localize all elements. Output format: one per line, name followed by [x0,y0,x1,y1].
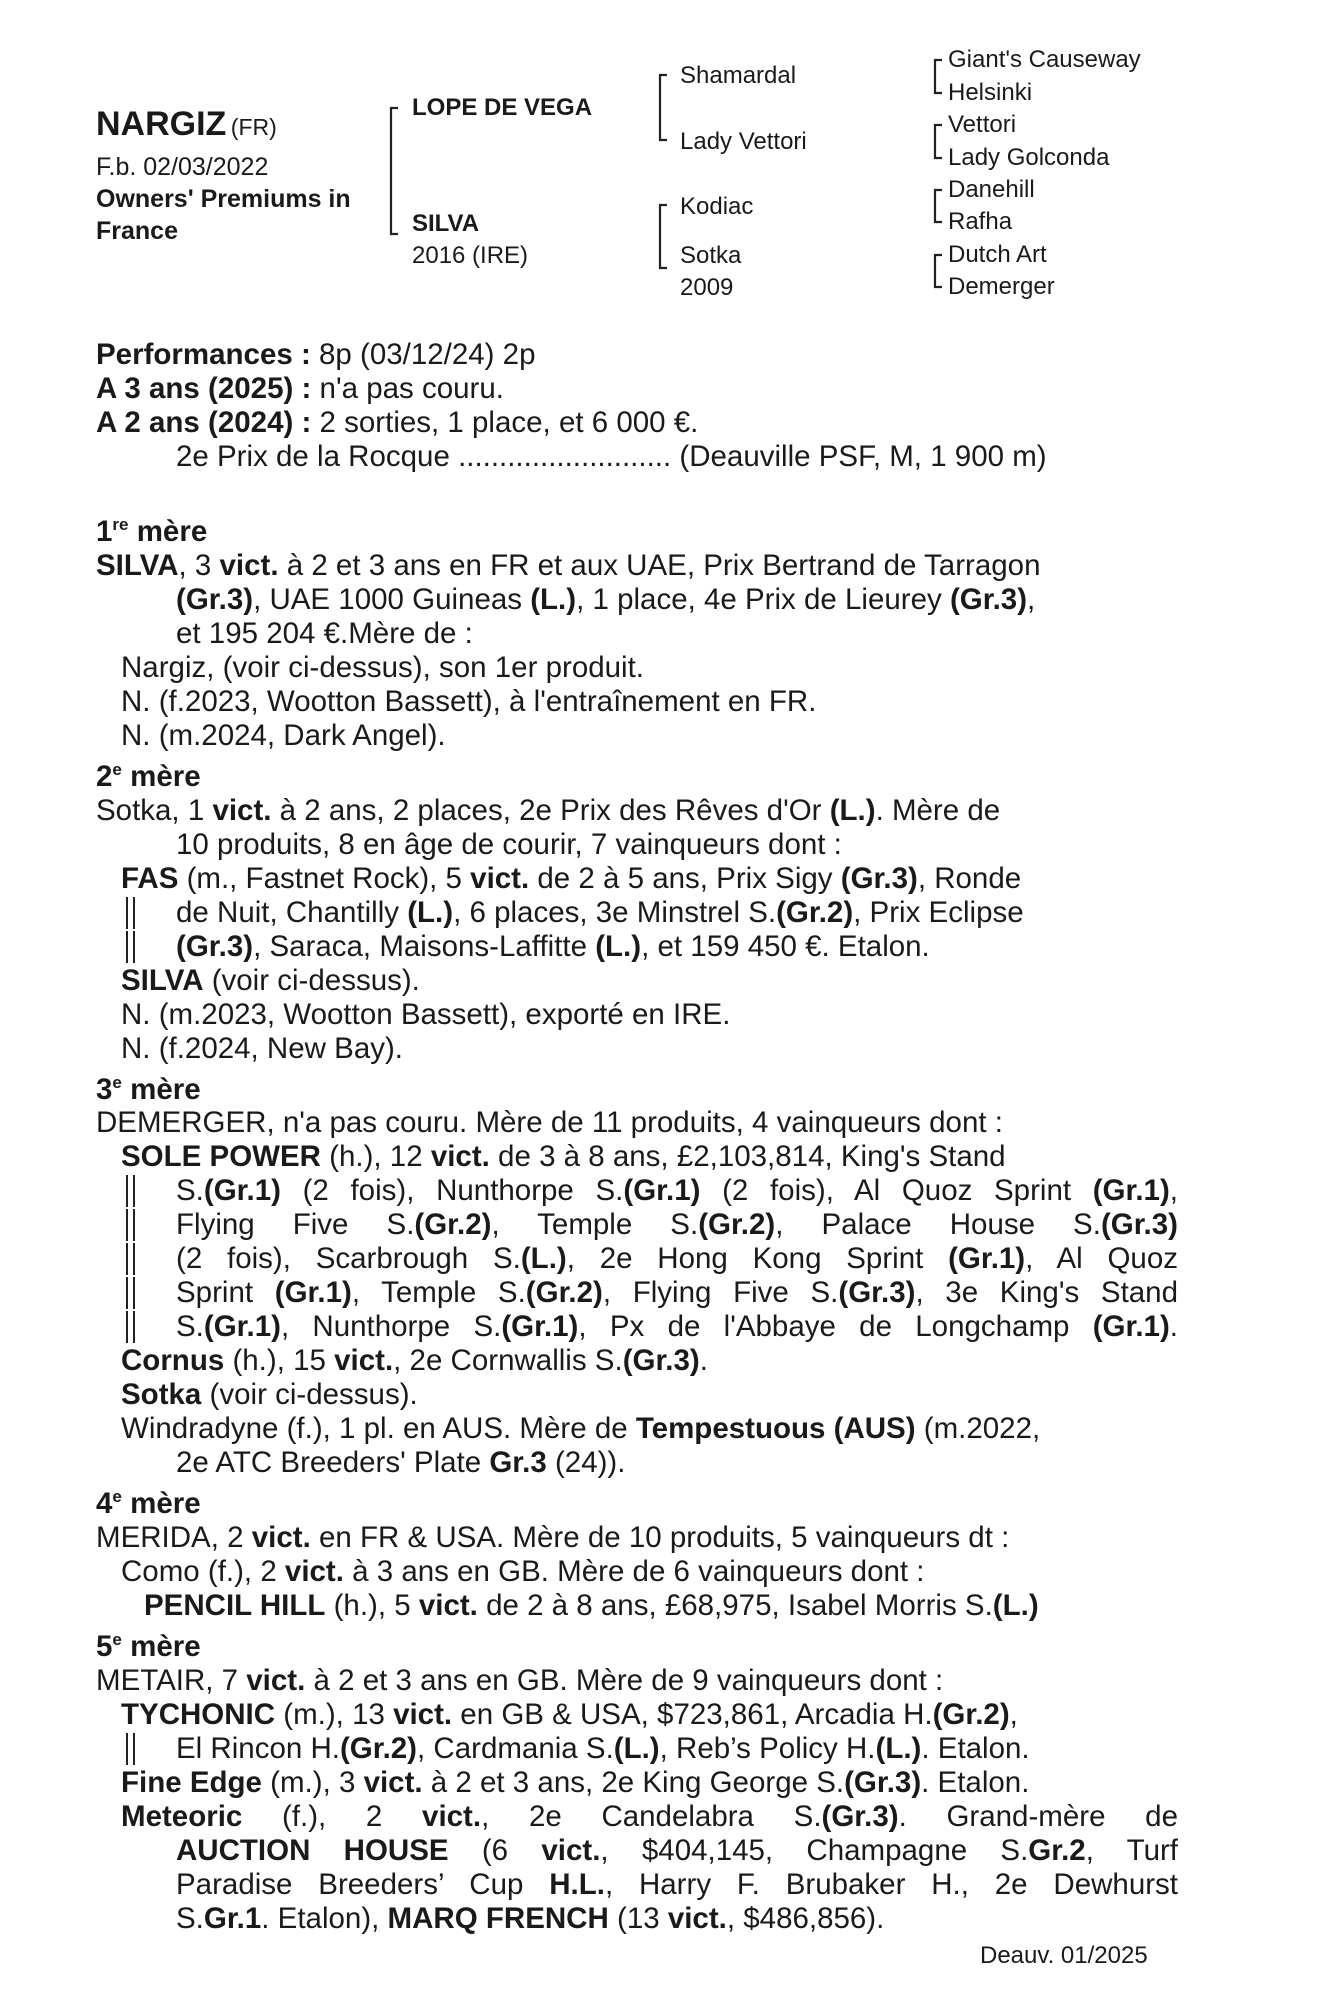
horse-description: F.b. 02/03/2022 [96,153,269,181]
dam-3-solepower-1: SOLE POWER (h.), 12 vict. de 3 à 8 ans, £2,103,814, King's Stand [121,1140,1006,1174]
dam-5-tychonic-1: TYCHONIC (m.), 13 vict. en GB & USA, $723,861, Arcadia H.(Gr.2), [121,1698,1018,1732]
dam-4-line-1: MERIDA, 2 vict. en FR & USA. Mère de 10 produits, 5 vainqueurs dt : [96,1521,1010,1555]
dam-2-fas-1: FAS (m., Fastnet Rock), 5 vict. de 2 à 5 ans, Prix Sigy (Gr.3), Ronde [121,861,1022,895]
dam-5-heading: 5e mère [96,1630,201,1664]
dam-1-produce-1: Nargiz, (voir ci-dessus), son 1er produit. [121,650,644,684]
dam-5-fineedge: Fine Edge (m.), 3 vict. à 2 et 3 ans, 2e King George S.(Gr.3). Etalon. [121,1766,1030,1800]
premium-line-2: France [96,217,178,245]
age3-line: A 3 ans (2025) : n'a pas couru. [96,372,504,405]
pedigree-g3-5: Danehill [948,176,1035,203]
dam-3-line-1: DEMERGER, n'a pas couru. Mère de 11 produits, 4 vainqueurs dont : [96,1106,1003,1140]
dam-3-windradyne-1: Windradyne (f.), 1 pl. en AUS. Mère de Tempestuous (AUS) (m.2022, [121,1412,1041,1446]
pedigree-dam-year: 2016 (IRE) [412,242,529,269]
bracket-sotka [935,255,942,287]
pedigree-g2-3: Kodiac [680,193,754,220]
dam-1-heading: 1re mère [96,514,208,548]
pedigree-g2-4: Sotka [680,242,742,269]
horse-origin: (FR) [230,114,277,140]
dam-5-meteoric-2: AUCTION HOUSE (6 vict., $404,145, Champagne S.Gr.2, Turf [176,1834,1179,1868]
dam-1-line-3: et 195 204 €.Mère de : [176,616,473,650]
dam-2-fas-3: (Gr.3), Saraca, Maisons-Laffitte (L.), et 159 450 €. Etalon. [96,930,1178,964]
premium-line-1: Owners' Premiums in [96,185,351,213]
dam-2-line-2: 10 produits, 8 en âge de courir, 7 vainqueurs dont : [176,827,842,861]
dam-1-line-1: SILVA, 3 vict. à 2 et 3 ans en FR et aux UAE, Prix Bertrand de Tarragon [96,548,1041,582]
footer-date: Deauv. 01/2025 [980,1942,1148,1969]
bracket-shamardal [935,60,942,93]
dam-2-fas-2: de Nuit, Chantilly (L.), 6 places, 3e Minstrel S.(Gr.2), Prix Eclipse [96,896,1178,930]
dam-5-meteoric-1: Meteoric (f.), 2 vict., 2e Candelabra S.(Gr.3). Grand-mère de [121,1800,1178,1834]
pedigree-g2-1: Shamardal [680,62,797,89]
body-text [96,338,1178,1936]
dam-2-silva: SILVA (voir ci-dessus). [121,963,420,997]
pedigree-sire: LOPE DE VEGA [412,94,593,121]
dam-2-line-1: Sotka, 1 vict. à 2 ans, 2 places, 2e Prix des Rêves d'Or (L.). Mère de [96,793,1001,827]
bracket-kodiac [935,190,942,222]
dam-2-produce-1: N. (m.2023, Wootton Bassett), exporté en IRE. [121,997,731,1031]
dam-2-heading: 2e mère [96,759,201,793]
dam-4-pencilhill: PENCIL HILL (h.), 5 vict. de 2 à 8 ans, £68,975, Isabel Morris S.(L.) [144,1589,1039,1623]
pedigree-g3-3: Vettori [948,111,1017,138]
dam-4-como: Como (f.), 2 vict. à 3 ans en GB. Mère de 6 vainqueurs dont : [121,1555,925,1589]
age2-line: A 2 ans (2024) : 2 sorties, 1 place, et 6 000 €. [96,406,699,439]
pedigree-g3-4: Lady Golconda [948,144,1110,171]
pedigree-g2-2: Lady Vettori [680,128,807,155]
dam-3-heading: 3e mère [96,1072,201,1106]
dam-3-solepower-4: (2 fois), Scarbrough S.(L.), 2e Hong Kong Sprint (Gr.1), Al Quoz [96,1242,1178,1276]
bracket-lady-vettori [935,125,942,158]
dam-2-produce-2: N. (f.2024, New Bay). [121,1031,403,1065]
dam-3-sotka: Sotka (voir ci-dessus). [121,1378,418,1412]
horse-name: NARGIZ [96,105,227,143]
pedigree-g3-2: Helsinki [948,79,1033,106]
dam-5-meteoric-3: Paradise Breeders’ Cup H.L., Harry F. Brubaker H., 2e Dewhurst [176,1868,1179,1902]
dam-3-solepower-5: Sprint (Gr.1), Temple S.(Gr.2), Flying Five S.(Gr.3), 3e King's Stand [96,1276,1178,1310]
pedigree-g3-1: Giant's Causeway [948,46,1141,73]
dam-1-produce-3: N. (m.2024, Dark Angel). [121,718,446,752]
bracket-sire-parents [660,75,667,140]
dam-1-produce-2: N. (f.2023, Wootton Bassett), à l'entraînement en FR. [121,684,817,718]
dam-5-line-1: METAIR, 7 vict. à 2 et 3 ans en GB. Mère de 9 vainqueurs dont : [96,1664,944,1698]
dam-3-solepower-6: S.(Gr.1), Nunthorpe S.(Gr.1), Px de l'Abbaye de Longchamp (Gr.1). [96,1310,1178,1344]
pedigree-g3-7: Dutch Art [948,241,1047,268]
dam-3-cornus: Cornus (h.), 15 vict., 2e Cornwallis S.(Gr.3). [121,1344,708,1378]
dam-5-meteoric-4: S.Gr.1. Etalon), MARQ FRENCH (13 vict., $486,856). [176,1902,885,1936]
bracket-parents [391,108,398,234]
performances-line: Performances : 8p (03/12/24) 2p [96,338,536,371]
race-line: 2e Prix de la Rocque .......................... (Deauville PSF, M, 1 900 m) [176,440,1047,473]
bracket-dam-parents [660,205,667,268]
dam-3-solepower-2: S.(Gr.1) (2 fois), Nunthorpe S.(Gr.1) (2 fois), Al Quoz Sprint (Gr.1), [96,1174,1178,1208]
pedigree-g3-6: Rafha [948,208,1013,235]
pedigree-g3-8: Demerger [948,273,1055,300]
dam-5-tychonic-2: El Rincon H.(Gr.2), Cardmania S.(L.), Reb’s Policy H.(L.). Etalon. [96,1732,1178,1766]
dam-1-line-2: (Gr.3), UAE 1000 Guineas (L.), 1 place, 4e Prix de Lieurey (Gr.3), [176,582,1036,616]
dam-3-solepower-3: Flying Five S.(Gr.2), Temple S.(Gr.2), Palace House S.(Gr.3) [96,1208,1178,1242]
pedigree-dam: SILVA [412,210,480,237]
dam-4-heading: 4e mère [96,1487,201,1521]
dam-3-windradyne-2: 2e ATC Breeders' Plate Gr.3 (24)). [176,1446,626,1480]
pedigree-g2-4-year: 2009 [680,274,734,301]
